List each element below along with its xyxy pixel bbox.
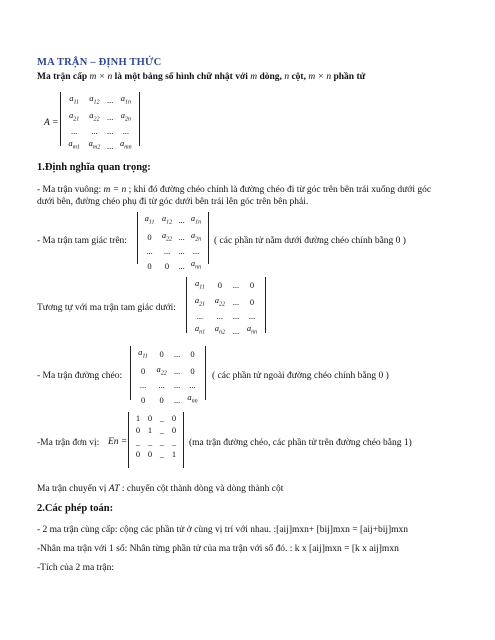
matrix-cell: ... xyxy=(106,140,114,151)
intro-mxn2: m × n xyxy=(308,72,332,82)
matrix-cell: $a_{12}$ xyxy=(161,213,173,226)
intro-text-c: dòng, xyxy=(259,72,282,82)
unit-note: (ma trận đường chéo, các phần tử trên đường chéo bằng 1) xyxy=(189,438,412,448)
matrix-cell: ... xyxy=(232,297,240,308)
matrix-cell: $a_{11}$ xyxy=(138,347,148,360)
op-product: -Tích của 2 ma trận: xyxy=(37,563,115,573)
matrix-cell: 1 xyxy=(135,413,141,423)
matrix-row xyxy=(134,391,202,408)
square-line-1 xyxy=(37,184,431,196)
matrix-a xyxy=(60,92,140,152)
transpose-symbol: AT xyxy=(108,484,120,494)
section-2-heading: 2.Các phép toán: xyxy=(37,503,114,514)
matrix-row xyxy=(132,436,180,448)
matrix-cell: ... xyxy=(173,394,181,405)
matrix-cell: _ xyxy=(159,437,165,447)
matrix-cell: ... xyxy=(70,126,78,137)
matrix-cell: ... xyxy=(139,380,147,391)
op-scalar: -Nhân ma trận với 1 số: Nhân từng phần tử của ma trận với số đó. : k x [aij]mxn = [k x aij]mxn xyxy=(37,544,399,554)
matrix-cell: $a_{nn}$ xyxy=(190,258,202,272)
matrix-row xyxy=(132,412,180,424)
matrix-cell: ... xyxy=(192,246,200,257)
matrix-cell: ... xyxy=(232,325,240,336)
matrix-cell: $a_{mn}$ xyxy=(120,138,132,152)
intro-text-b: là một bảng số hình chữ nhật với xyxy=(114,72,248,82)
matrix-cell: $a_{1n}$ xyxy=(120,93,131,106)
matrix-cell: 1 xyxy=(147,425,153,435)
matrix-cell: 0 xyxy=(147,413,153,423)
matrix-cell: $a_{22}$ xyxy=(89,109,100,123)
matrix-row xyxy=(141,245,205,257)
matrix-row xyxy=(134,346,202,363)
matrix-cell: 0 xyxy=(190,349,195,360)
matrix-row xyxy=(141,257,205,274)
matrix-cell: 0 xyxy=(147,260,152,271)
matrix-cell: ... xyxy=(178,215,185,226)
upper-label: - Ma trận tam giác trên: xyxy=(37,236,127,246)
matrix-cell: _ xyxy=(159,425,165,435)
matrix-cell: 0 xyxy=(190,366,195,377)
matrix-cell: 0 xyxy=(140,394,146,405)
matrix-cell: ... xyxy=(178,260,185,271)
matrix-cell: 0 xyxy=(140,366,146,377)
matrix-cell: ... xyxy=(178,246,185,257)
lower-label: Tương tự với ma trận tam giác dưới: xyxy=(37,303,176,313)
matrix-cell: ... xyxy=(163,246,171,257)
matrix-cell: ... xyxy=(178,232,185,243)
intro-n: n xyxy=(284,72,290,82)
square-eq: m = n xyxy=(103,185,127,195)
matrix-cell: $a_{21}$ xyxy=(69,109,80,123)
matrix-cell: $a_{11}$ xyxy=(195,278,205,291)
matrix-cell: 0 xyxy=(159,394,164,405)
matrix-cell: ... xyxy=(106,126,114,137)
matrix-diag-table xyxy=(134,346,202,408)
matrix-row xyxy=(190,277,262,294)
matrix-row xyxy=(190,294,262,311)
matrix-cell: $a_{2n}$ xyxy=(190,229,202,243)
matrix-cell: $a_{2n}$ xyxy=(120,109,131,123)
matrix-unit-table xyxy=(132,412,180,460)
diag-label: - Ma trận đường chéo: xyxy=(37,371,123,381)
matrix-cell: ... xyxy=(216,311,223,322)
matrix-cell: ... xyxy=(158,380,165,391)
matrix-cell: 0 xyxy=(217,280,222,291)
intro-text-d: cột, xyxy=(291,72,306,82)
unit-symbol: En = xyxy=(108,437,128,447)
matrix-cell: $a_{nn}$ xyxy=(187,392,198,406)
matrix-cell: ... xyxy=(189,380,196,391)
transpose-label: Ma trận chuyển vị xyxy=(37,484,107,494)
matrix-row xyxy=(190,322,262,339)
matrix-cell: 0 xyxy=(164,260,170,271)
matrix-row xyxy=(134,363,202,380)
matrix-row xyxy=(132,424,180,436)
square-line-2: dưới bên, đường chéo phụ đi từ góc dưới bên trái lên góc trên bên phải. xyxy=(37,197,309,207)
transpose-line xyxy=(37,483,283,495)
intro-text-a: Ma trận cấp xyxy=(37,72,88,82)
matrix-cell: $a_{12}$ xyxy=(89,93,100,106)
matrix-cell: 0 xyxy=(249,280,255,291)
intro-m: m xyxy=(250,72,258,82)
matrix-cell: ... xyxy=(106,112,114,123)
matrix-cell: ... xyxy=(196,311,204,322)
matrix-a-table xyxy=(64,92,136,154)
section-1-heading: 1.Định nghĩa quan trọng: xyxy=(37,162,151,173)
matrix-cell: $a_{22}$ xyxy=(214,294,225,308)
matrix-a-label: A = xyxy=(44,118,59,128)
matrix-upper-table xyxy=(141,212,205,274)
matrix-cell: $a_{n1}$ xyxy=(194,323,206,337)
matrix-cell: 0 xyxy=(249,297,255,308)
diag-note: ( các phần tử ngoài đường chéo chính bằng 0 ) xyxy=(212,371,389,381)
matrix-cell: 1 xyxy=(171,449,177,459)
matrix-cell: _ xyxy=(159,449,165,459)
matrix-row xyxy=(64,109,136,126)
matrix-cell: 0 xyxy=(147,232,152,243)
matrix-upper xyxy=(137,212,209,272)
upper-note: ( các phần tử nằm dưới đường chéo chính bằng 0 ) xyxy=(214,236,406,246)
intro-text-e: phần tử xyxy=(333,72,366,82)
matrix-cell: $a_{m2}$ xyxy=(88,138,101,152)
matrix-cell: _ xyxy=(159,413,165,423)
matrix-row xyxy=(141,229,205,246)
page-title: MA TRẬN – ĐỊNH THỨC xyxy=(37,57,162,68)
matrix-cell: _ xyxy=(147,437,153,447)
matrix-cell: $a_{1n}$ xyxy=(190,213,202,226)
matrix-cell: 0 xyxy=(135,425,141,435)
matrix-cell: ... xyxy=(146,246,153,257)
matrix-unit xyxy=(128,412,184,468)
matrix-cell: ... xyxy=(232,311,240,322)
matrix-cell: 0 xyxy=(171,413,177,423)
matrix-cell: 0 xyxy=(147,449,153,459)
matrix-row xyxy=(134,379,202,391)
matrix-cell: ... xyxy=(248,311,256,322)
matrix-cell: ... xyxy=(122,126,130,137)
matrix-lower-table xyxy=(190,277,262,339)
intro-mxn: m × n xyxy=(89,72,113,82)
matrix-cell: _ xyxy=(135,437,141,447)
matrix-row xyxy=(141,212,205,229)
matrix-row xyxy=(64,92,136,109)
matrix-cell: ... xyxy=(173,366,181,377)
matrix-cell: ... xyxy=(232,280,240,291)
matrix-row xyxy=(64,137,136,154)
matrix-cell: $a_{21}$ xyxy=(194,294,206,308)
matrix-cell: 0 xyxy=(171,425,177,435)
matrix-cell: $a_{22}$ xyxy=(161,229,173,243)
matrix-cell: 0 xyxy=(159,349,164,360)
matrix-cell: $a_{nn}$ xyxy=(246,323,258,337)
matrix-cell: $a_{n2}$ xyxy=(214,323,225,337)
intro-line xyxy=(37,71,365,83)
matrix-cell: $a_{m1}$ xyxy=(68,138,80,152)
transpose-desc: : chuyển cột thành dòng và dòng thành cột xyxy=(121,484,284,494)
unit-label: -Ma trận đơn vị: xyxy=(37,438,100,448)
matrix-cell: 0 xyxy=(135,449,141,459)
matrix-cell: $a_{22}$ xyxy=(156,363,167,377)
matrix-row xyxy=(64,125,136,137)
matrix-cell: _ xyxy=(171,437,177,447)
matrix-cell: ... xyxy=(91,126,98,137)
matrix-row xyxy=(132,448,180,460)
square-desc-1: ; khi đó đường chéo chính là đường chéo đi từ góc trên bên trái xuống dưới góc xyxy=(128,185,432,195)
matrix-lower xyxy=(186,277,266,337)
matrix-cell: $a_{11}$ xyxy=(144,213,155,226)
matrix-diag xyxy=(130,346,206,406)
matrix-cell: $a_{11}$ xyxy=(69,93,80,106)
square-label: - Ma trận vuông: xyxy=(37,185,102,195)
op-add: - 2 ma trận cùng cấp: cộng các phần tử ở cùng vị trí với nhau. :[aij]mxn+ [bij]mxn = [aij+bij]mxn xyxy=(37,525,409,535)
matrix-cell: ... xyxy=(106,95,114,106)
matrix-row xyxy=(190,310,262,322)
matrix-cell: ... xyxy=(173,380,181,391)
matrix-cell: ... xyxy=(173,349,181,360)
